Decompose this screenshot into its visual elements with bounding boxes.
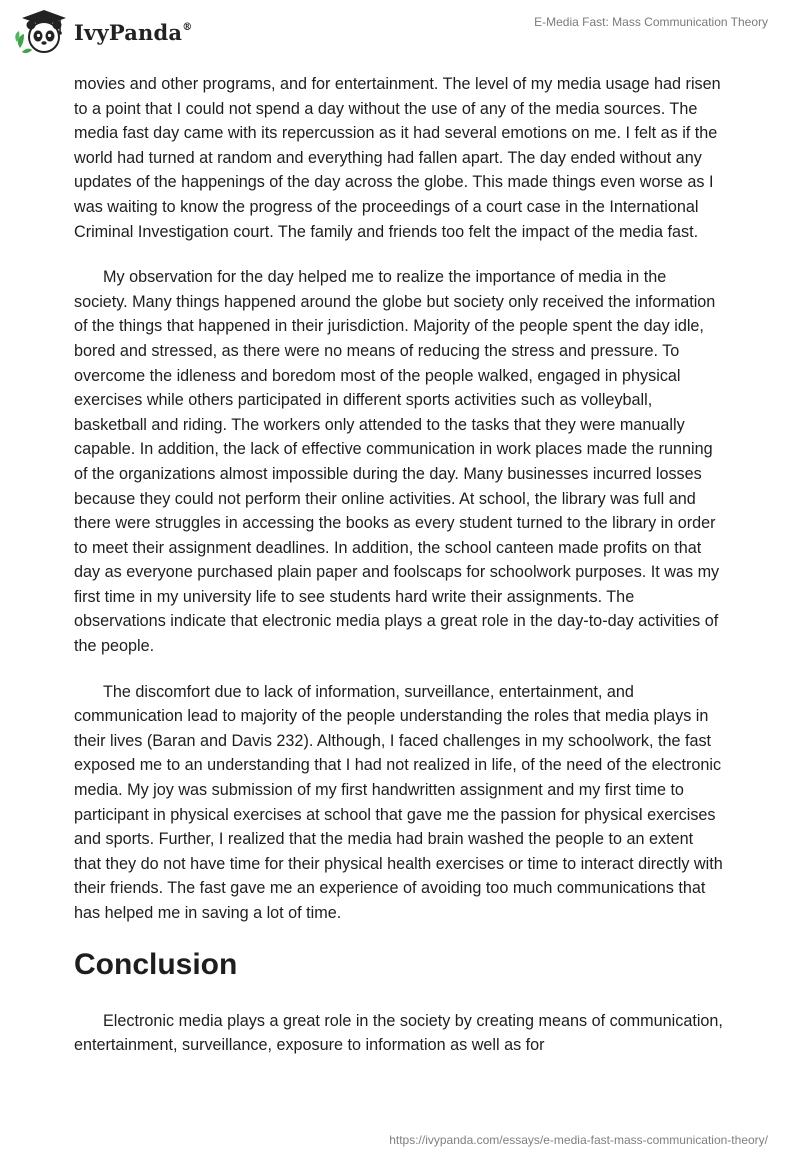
body-paragraph: movies and other programs, and for entertainment. The level of my media usage had risen to a point that I could not spend a day without the use of any of the media sources. The media fast day came with its repercussion as it had several emotions on me. I felt as if the world had turned at random and everything had fallen apart. The day ended without any updates of the happenings of the day across the globe. This made things even worse as I was waiting to know the progress of the proceedings of a court case in the International Criminal Investigation court. The family and friends too felt the impact of the media fast. — [74, 75, 721, 241]
document-title: E-Media Fast: Mass Communication Theory — [534, 15, 768, 29]
body-paragraph: The discomfort due to lack of information, surveillance, entertainment, and communication lead to majority of the people understanding the roles that media plays in their lives (Baran and Davis 232). Although, I faced challenges in my schoolwork, the fast exposed me to an understanding that I had not realized in life, of the need of the electronic media. My joy was submission of my first handwritten assignment and my first time to participant in physical exercises at school that gave me the passion for physical exercises and sports. Further, I realized that the media had brain washed the people to an extent that they do not have time for their physical health exercises or time to interact directly with their friends. The fast gave me an experience of avoiding too much communications that has helped me in saving a lot of time. — [74, 682, 723, 922]
source-url[interactable]: https://ivypanda.com/essays/e-media-fast-mass-communication-theory/ — [389, 1133, 768, 1147]
panda-graduate-icon — [14, 8, 70, 56]
conclusion-heading: Conclusion — [74, 947, 238, 981]
page-header — [0, 0, 800, 70]
brand-logo[interactable] — [14, 8, 192, 56]
brand-name: IvyPanda® — [74, 19, 193, 45]
body-paragraph: My observation for the day helped me to realize the importance of media in the society. Many things happened around the globe but society only received the information of the things that happened in their jurisdiction. Majority of the people spent the day idle, bored and stressed, as there were no means of reducing the stress and pressure. To overcome the idleness and boredom most of the people walked, engaged in physical exercises while others participated in different sports activities such as volleyball, basketball and riding. The workers only attended to the tasks that they were manually capable. In addition, the lack of effective communication in work places made the running of the organizations almost impossible during the day. Many businesses incurred losses because they could not perform their online activities. At school, the library was full and there were struggles in accessing the books as every student turned to the library in order to meet their assignment deadlines. In addition, the school canteen made profits on that day as everyone purchased plain paper and foolscaps for schoolwork purposes. It was my first time in my university life to see students hard write their assignments. The observations indicate that electronic media plays a great role in the day-to-day activities of the people. — [74, 268, 720, 656]
registered-mark: ® — [182, 21, 193, 33]
conclusion-paragraph: Electronic media plays a great role in the society by creating means of communication, entertainment, surveillance, exposure to information as well as for — [74, 1011, 723, 1055]
essay-body — [74, 72, 724, 1079]
